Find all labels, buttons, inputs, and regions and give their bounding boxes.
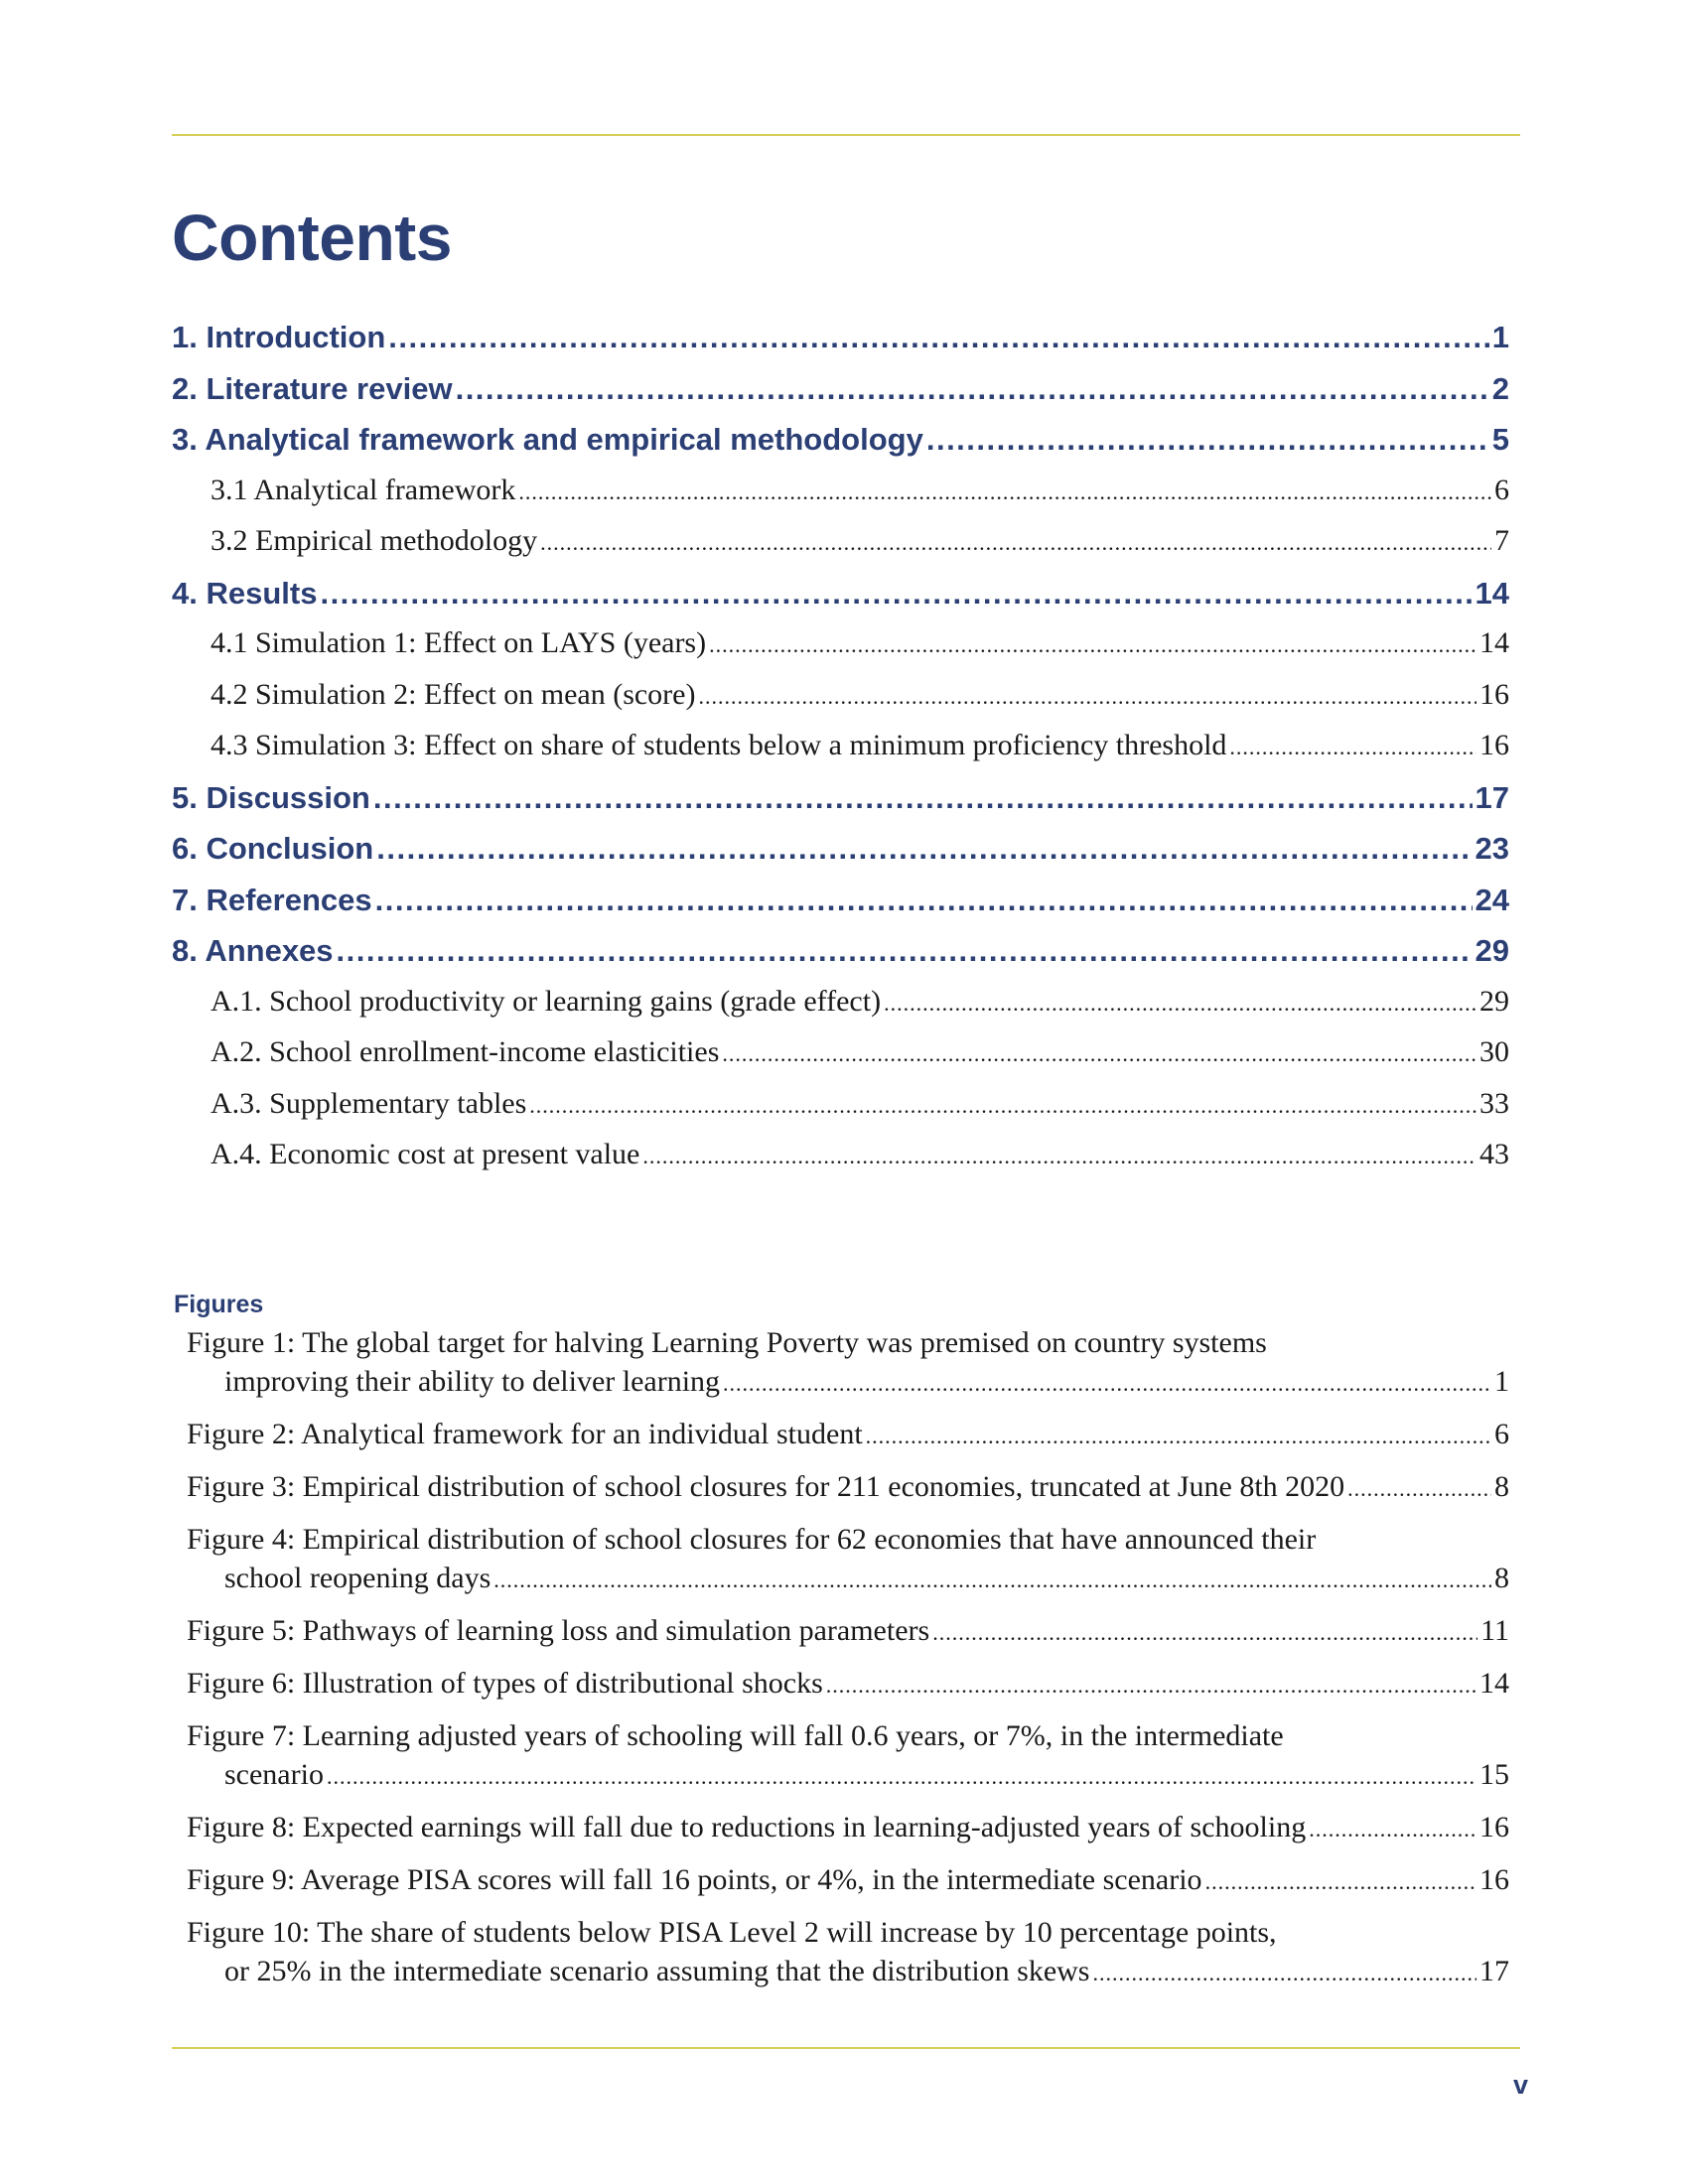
figure-page: 16 — [1479, 1811, 1509, 1843]
dot-leader — [376, 831, 1472, 867]
toc-label: 4. Results — [172, 575, 318, 611]
figure-entry[interactable] — [187, 1415, 1509, 1455]
dot-leader — [1229, 735, 1477, 760]
toc-label: 4.3 Simulation 3: Effect on share of students below a minimum proficiency threshold — [211, 729, 1227, 761]
dot-leader — [375, 883, 1473, 918]
figure-entry[interactable] — [187, 1808, 1509, 1848]
figures-heading: Figures — [174, 1291, 264, 1318]
toc-page: 7 — [1494, 524, 1509, 557]
bottom-rule — [172, 2047, 1520, 2049]
figure-entry[interactable] — [187, 1611, 1509, 1652]
figure-entry[interactable] — [187, 1860, 1509, 1901]
top-rule — [172, 134, 1520, 136]
toc-subentry[interactable] — [172, 678, 1509, 730]
toc-page: 1 — [1491, 320, 1509, 354]
toc-subentry[interactable] — [172, 985, 1509, 1036]
toc-page: 29 — [1479, 984, 1509, 1018]
figure-caption-line1: Figure 10: The share of students below PISA Level 2 will increase by 10 percentage points, — [187, 1916, 1277, 1949]
figure-entry[interactable] — [187, 1913, 1509, 1992]
dot-leader — [709, 632, 1477, 658]
figure-caption-line1: Figure 1: The global target for halving Learning Poverty was premised on country systems — [187, 1326, 1267, 1359]
toc-label: 3.2 Empirical methodology — [211, 524, 538, 557]
toc-subentry[interactable] — [172, 1138, 1509, 1189]
dot-leader — [1205, 1862, 1477, 1901]
dot-leader — [1092, 1954, 1477, 1992]
toc-subentry[interactable] — [172, 474, 1509, 525]
figure-caption: Figure 9: Average PISA scores will fall 16 points, or 4%, in the intermediate scenario — [187, 1863, 1202, 1896]
figure-entry[interactable] — [187, 1520, 1509, 1599]
figure-page: 8 — [1494, 1562, 1509, 1594]
dot-leader — [884, 991, 1477, 1017]
toc-subentry[interactable] — [172, 1035, 1509, 1087]
toc-page: 30 — [1479, 1035, 1509, 1068]
toc-page: 24 — [1475, 882, 1509, 917]
figure-page: 14 — [1479, 1667, 1509, 1700]
dot-leader — [493, 1561, 1491, 1599]
toc-page: 5 — [1491, 422, 1509, 457]
dot-leader — [373, 780, 1473, 816]
dot-leader — [456, 371, 1489, 407]
toc-page: 6 — [1494, 473, 1509, 506]
toc-page: 14 — [1475, 575, 1509, 611]
figure-page: 17 — [1479, 1955, 1509, 1987]
toc-label: A.2. School enrollment-income elasticities — [211, 1035, 720, 1068]
figure-entry[interactable] — [187, 1716, 1509, 1796]
figure-caption-line1: Figure 4: Empirical distribution of school closures for 62 economies that have announced their — [187, 1523, 1317, 1556]
dot-leader — [529, 1093, 1477, 1119]
toc-entry[interactable] — [172, 371, 1509, 423]
dot-leader — [722, 1041, 1477, 1067]
figure-page: 8 — [1494, 1470, 1509, 1503]
list-of-figures — [187, 1323, 1509, 2004]
dot-leader — [320, 576, 1472, 612]
toc-page: 14 — [1479, 626, 1509, 659]
figure-caption-line2: scenario — [224, 1758, 324, 1791]
dot-leader — [337, 933, 1473, 969]
dot-leader — [866, 1417, 1491, 1455]
figure-caption: Figure 6: Illustration of types of distributional shocks — [187, 1667, 823, 1700]
toc-entry[interactable] — [172, 422, 1509, 474]
figure-page: 6 — [1494, 1418, 1509, 1450]
toc-label: 6. Conclusion — [172, 831, 374, 866]
toc-entry[interactable] — [172, 320, 1509, 371]
dot-leader — [540, 530, 1491, 556]
dot-leader — [1309, 1810, 1477, 1848]
toc-label: A.4. Economic cost at present value — [211, 1138, 640, 1170]
toc-label: A.1. School productivity or learning gains (grade effect) — [211, 984, 882, 1018]
figure-caption-line2: improving their ability to deliver learning — [224, 1365, 721, 1398]
dot-leader — [723, 1364, 1491, 1403]
figure-caption: Figure 3: Empirical distribution of school closures for 211 economies, truncated at June 8th 2020 — [187, 1470, 1345, 1503]
toc-subentry[interactable] — [172, 626, 1509, 678]
toc-entry[interactable] — [172, 883, 1509, 934]
dot-leader — [1347, 1469, 1491, 1508]
toc-subentry[interactable] — [172, 524, 1509, 576]
toc-label: 7. References — [172, 882, 372, 917]
figure-page: 1 — [1494, 1365, 1509, 1398]
toc-entry[interactable] — [172, 831, 1509, 883]
toc-page: 29 — [1475, 933, 1509, 968]
toc-entry[interactable] — [172, 780, 1509, 832]
dot-leader — [388, 320, 1488, 355]
figure-caption: Figure 2: Analytical framework for an individual student — [187, 1418, 863, 1450]
toc-entry[interactable] — [172, 933, 1509, 985]
figure-page: 15 — [1479, 1758, 1509, 1791]
toc-label: 8. Annexes — [172, 933, 334, 968]
toc-label: 4.2 Simulation 2: Effect on mean (score) — [211, 677, 696, 711]
dot-leader — [926, 422, 1489, 458]
toc-label: 3.1 Analytical framework — [211, 473, 516, 506]
toc-entry[interactable] — [172, 576, 1509, 627]
toc-subentry[interactable] — [172, 729, 1509, 780]
dot-leader — [642, 1144, 1477, 1169]
toc-page: 16 — [1479, 677, 1509, 711]
toc-label: 1. Introduction — [172, 320, 386, 354]
toc-page: 17 — [1475, 779, 1509, 815]
toc-label: 4.1 Simulation 1: Effect on LAYS (years) — [211, 626, 707, 659]
dot-leader — [826, 1666, 1477, 1705]
toc-subentry[interactable] — [172, 1087, 1509, 1139]
figure-caption: Figure 8: Expected earnings will fall due to reductions in learning-adjusted years of schooling — [187, 1811, 1307, 1843]
dot-leader — [932, 1613, 1477, 1652]
figure-entry[interactable] — [187, 1467, 1509, 1508]
figure-caption-line2: school reopening days — [224, 1562, 492, 1594]
toc-page: 16 — [1479, 729, 1509, 761]
figure-page: 11 — [1480, 1614, 1509, 1647]
figure-entry[interactable] — [187, 1323, 1509, 1403]
toc-page: 33 — [1479, 1086, 1509, 1120]
figure-entry[interactable] — [187, 1664, 1509, 1705]
toc-label: A.3. Supplementary tables — [211, 1086, 527, 1120]
toc-page: 23 — [1475, 831, 1509, 866]
figure-caption-line1: Figure 7: Learning adjusted years of schooling will fall 0.6 years, or 7%, in the intermediate — [187, 1719, 1284, 1752]
page-number: v — [1513, 2070, 1529, 2100]
dot-leader — [327, 1757, 1477, 1796]
toc-page: 43 — [1479, 1138, 1509, 1170]
toc-label: 2. Literature review — [172, 370, 453, 406]
table-of-contents — [172, 320, 1509, 1189]
toc-page: 2 — [1491, 370, 1509, 406]
dot-leader — [518, 479, 1491, 505]
dot-leader — [698, 684, 1477, 710]
page-title: Contents — [172, 201, 452, 274]
toc-label: 3. Analytical framework and empirical methodology — [172, 422, 923, 457]
figure-caption: Figure 5: Pathways of learning loss and simulation parameters — [187, 1614, 930, 1647]
toc-label: 5. Discussion — [172, 779, 370, 815]
figure-page: 16 — [1479, 1863, 1509, 1896]
figure-caption-line2: or 25% in the intermediate scenario assuming that the distribution skews — [224, 1955, 1090, 1987]
